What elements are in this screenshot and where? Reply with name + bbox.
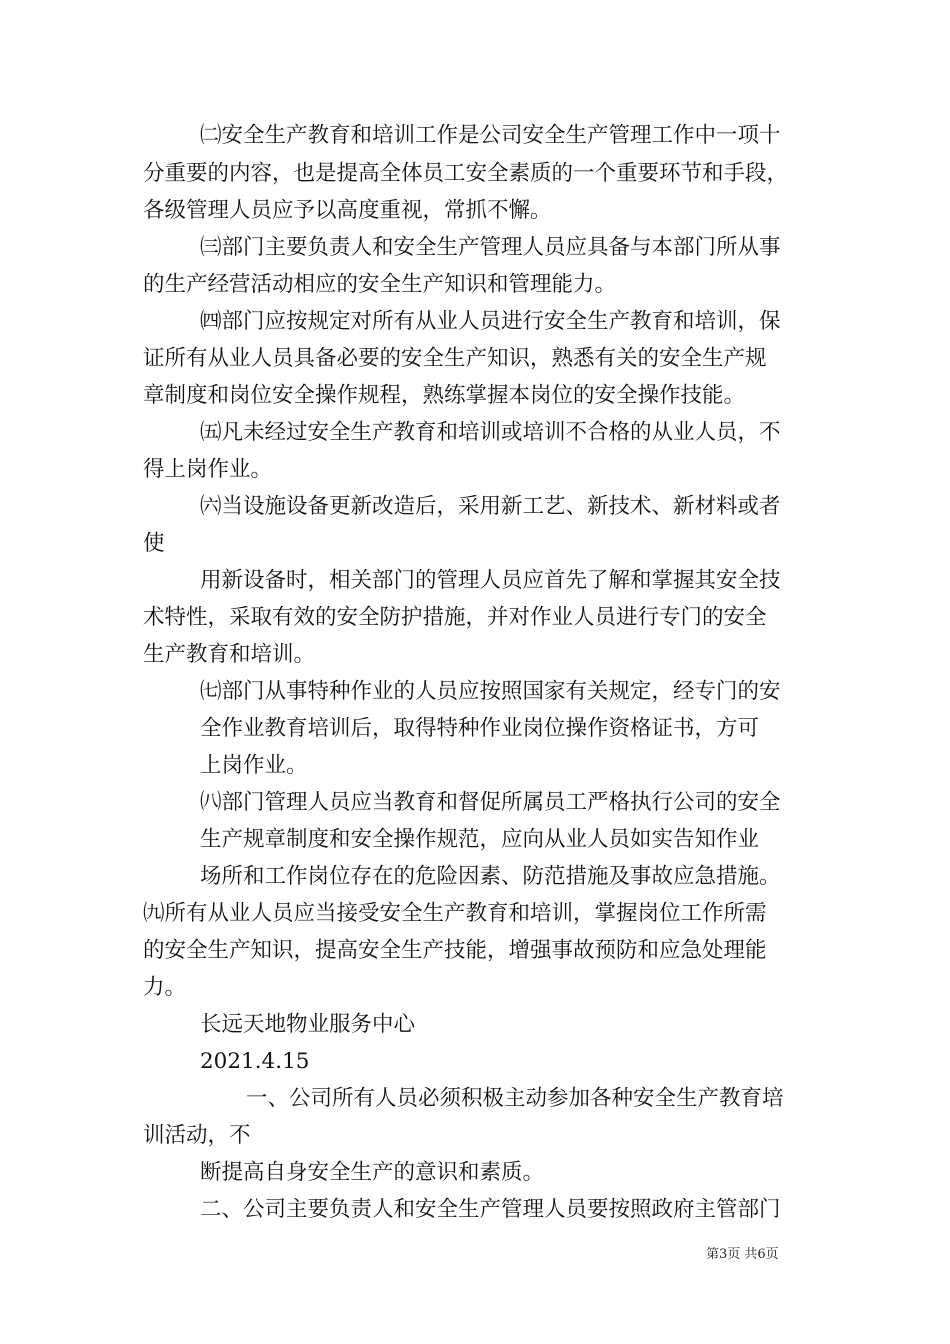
text-line: ㈨所有从业人员应当接受安全生产教育和培训，掌握岗位工作所需 [143,901,767,926]
signature-organization: 长远天地物业服务中心 [200,1012,416,1037]
text-line: 生产教育和培训。 [143,642,316,667]
text-line: 上岗作业。 [200,753,308,778]
text-line: ㈡安全生产教育和培训工作是公司安全生产管理工作中一项十 [200,123,781,148]
text-line: 用新设备时，相关部门的管理人员应首先了解和掌握其安全技 [200,568,781,593]
text-line: ㈤凡未经过安全生产教育和培训或培训不合格的从业人员，不 [200,420,781,445]
page-number: 第3页 共6页 [706,1247,779,1262]
text-line: ㈢部门主要负责人和安全生产管理人员应具备与本部门所从事 [200,235,781,260]
text-line: 章制度和岗位安全操作规程，熟练掌握本岗位的安全操作技能。 [143,383,746,408]
text-line: 分重要的内容，也是提高全体员工安全素质的一个重要环节和手段， [143,161,789,186]
text-line: 场所和工作岗位存在的危险因素、防范措施及事故应急措施。 [200,864,781,889]
text-line: 得上岗作业。 [143,457,273,482]
text-line: 训活动，不 [143,1123,251,1148]
text-line: ㈦部门从事特种作业的人员应按照国家有关规定，经专门的安 [200,679,781,704]
text-line: 力。 [143,975,187,1000]
text-line: 的生产经营活动相应的安全生产知识和管理能力。 [143,272,617,297]
text-line: ㈧部门管理人员应当教育和督促所属员工严格执行公司的安全 [200,790,781,815]
text-line: 二、公司主要负责人和安全生产管理人员要按照政府主管部门 [200,1197,781,1222]
text-line: 一、公司所有人员必须积极主动参加各种安全生产教育培 [246,1086,784,1111]
text-line: 术特性，采取有效的安全防护措施，并对作业人员进行专门的安全 [143,605,767,630]
text-line: 使 [143,531,165,556]
text-line: ㈥当设施设备更新改造后，采用新工艺、新技术、新材料或者 [200,494,781,519]
text-line: 生产规章制度和安全操作规范，应向从业人员如实告知作业 [200,827,760,852]
text-line: ㈣部门应按规定对所有从业人员进行安全生产教育和培训，保 [200,309,781,334]
text-line: 全作业教育培训后，取得特种作业岗位操作资格证书，方可 [200,716,760,741]
text-line: 断提高自身安全生产的意识和素质。 [200,1160,545,1185]
signature-date: 2021.4.15 [200,1049,310,1074]
text-line: 的安全生产知识，提高安全生产技能，增强事故预防和应急处理能 [143,938,767,963]
text-line: 各级管理人员应予以高度重视，常抓不懈。 [143,198,552,223]
text-line: 证所有从业人员具备必要的安全生产知识，熟悉有关的安全生产规 [143,346,767,371]
